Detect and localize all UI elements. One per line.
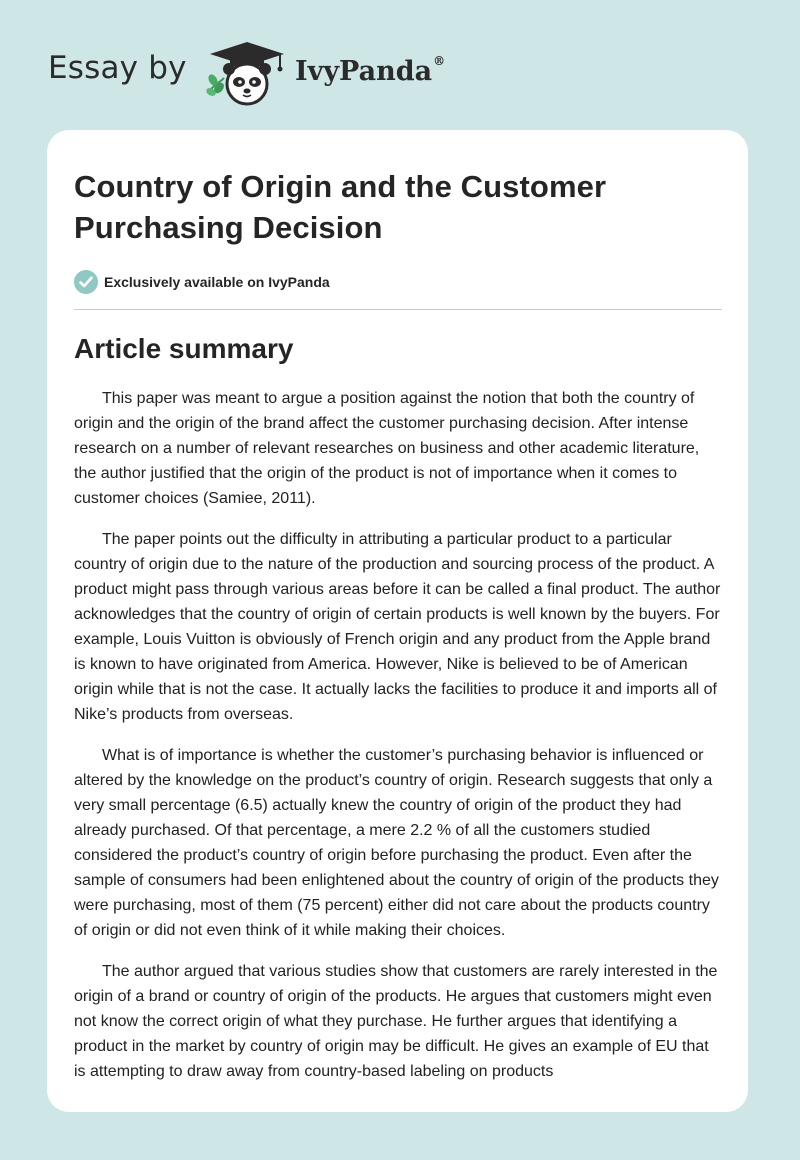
article-title: Country of Origin and the Customer Purchasing Decision (74, 169, 607, 245)
registered-mark: ® (433, 54, 446, 68)
summary-heading: Article summary (74, 333, 294, 364)
panda-logo-icon[interactable] (202, 38, 292, 108)
divider (74, 309, 722, 310)
brand-name[interactable]: IvyPanda® (295, 54, 446, 87)
exclusive-badge (74, 269, 722, 295)
essay-by-label: Essay by (48, 50, 187, 86)
summary-paragraph: The paper points out the difficulty in attributing a particular product to a particular country of origin due to the nature of the production and sourcing process of the product. A product might pass through various areas before it can be called a final product. The author acknowledges that the country of origin of certain products is well known by the buyers. For example, Louis Vuitton is obviously of French origin and any product from the Apple brand is known to have originated from America. However, Nike is believed to be of American origin while that is not the case. It actually lacks the facilities to produce it and imports all of Nike’s products from overseas. (74, 531, 721, 723)
summary-paragraph: This paper was meant to argue a position against the notion that both the country of origin and the origin of the brand affect the customer purchasing decision. After intense research on a number of relevant researches on business and other academic literature, the author justified that the origin of the product is not of importance when it comes to customer choices (Samiee, 2011). (74, 390, 700, 507)
check-circle-icon (74, 270, 98, 294)
exclusive-label: Exclusively available on IvyPanda (104, 274, 330, 290)
article-card (47, 130, 748, 1112)
site-header (48, 38, 548, 108)
summary-paragraph: The author argued that various studies show that customers are rarely interested in the origin of a brand or country of origin of the products. He argues that customers might even not know the correct origin of what they purchase. He further argues that identifying a product in the market by country of origin may be difficult. He gives an example of EU that is attempting to draw away from country-based labeling on products (74, 963, 718, 1080)
summary-paragraph: What is of importance is whether the customer’s purchasing behavior is influenced or altered by the knowledge on the product’s country of origin. Research suggests that only a very small percentage (6.5) actually knew the country of origin of the product they had already purchased. Of that percentage, a mere 2.2 % of all the customers studied considered the product’s country of origin before purchasing the product. Even after the sample of consumers had been enlightened about the country of origin of the products they were purchasing, most of them (75 percent) either did not care about the products country of origin or did not even think of it while making their choices. (74, 747, 719, 939)
